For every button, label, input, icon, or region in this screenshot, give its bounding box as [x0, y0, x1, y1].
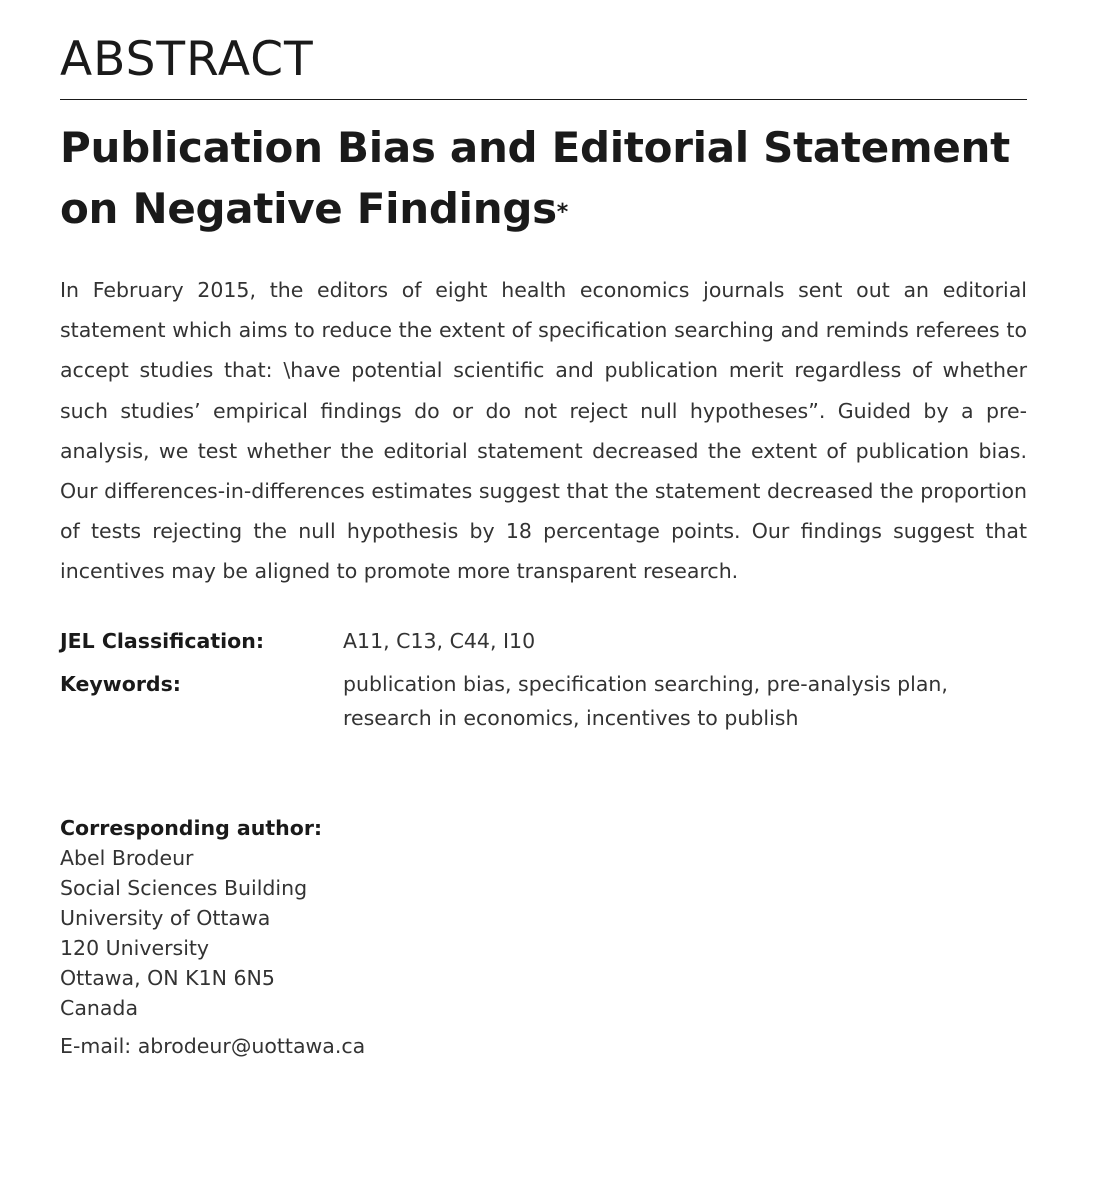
corresponding-author-heading: Corresponding author:	[60, 816, 323, 840]
paper-title-text: Publication Bias and Editorial Statement on Negative Findings	[60, 123, 1010, 233]
keywords-line-1: publication bias, specification searching, pre-analysis plan,	[343, 672, 948, 696]
section-label: ABSTRACT	[60, 32, 314, 87]
header-divider	[60, 99, 1027, 100]
paper-title	[60, 117, 1027, 239]
keywords-value	[343, 667, 1023, 735]
author-city: Ottawa, ON K1N 6N5	[60, 966, 275, 990]
jel-classification-label: JEL Classification:	[60, 629, 265, 653]
keywords-label: Keywords:	[60, 672, 181, 696]
author-university: University of Ottawa	[60, 906, 271, 930]
keywords-line-2: research in economics, incentives to publish	[343, 706, 799, 730]
author-street: 120 University	[60, 936, 210, 960]
author-email[interactable]: E-mail: abrodeur@uottawa.ca	[60, 1034, 366, 1058]
corresponding-author-block	[60, 813, 660, 1061]
author-name: Abel Brodeur	[60, 846, 194, 870]
author-building: Social Sciences Building	[60, 876, 308, 900]
abstract-body: In February 2015, the editors of eight health economics journals sent out an editorial statement which aims to reduce the extent of specification searching and reminds referees to accept studies that: \have potential scientific and publication merit regardless of whether such studies’ empirical findings do or do not reject null hypotheses”. Guided by a pre-analysis, we test whether the editorial statement decreased the extent of publication bias. Our differences-in-differences estimates suggest that the statement decreased the proportion of tests rejecting the null hypothesis by 18 percentage points. Our findings suggest that incentives may be aligned to promote more transparent research.	[60, 278, 1027, 584]
title-footnote-marker: *	[556, 200, 569, 225]
author-country: Canada	[60, 996, 139, 1020]
jel-classification-value: A11, C13, C44, I10	[343, 629, 536, 653]
